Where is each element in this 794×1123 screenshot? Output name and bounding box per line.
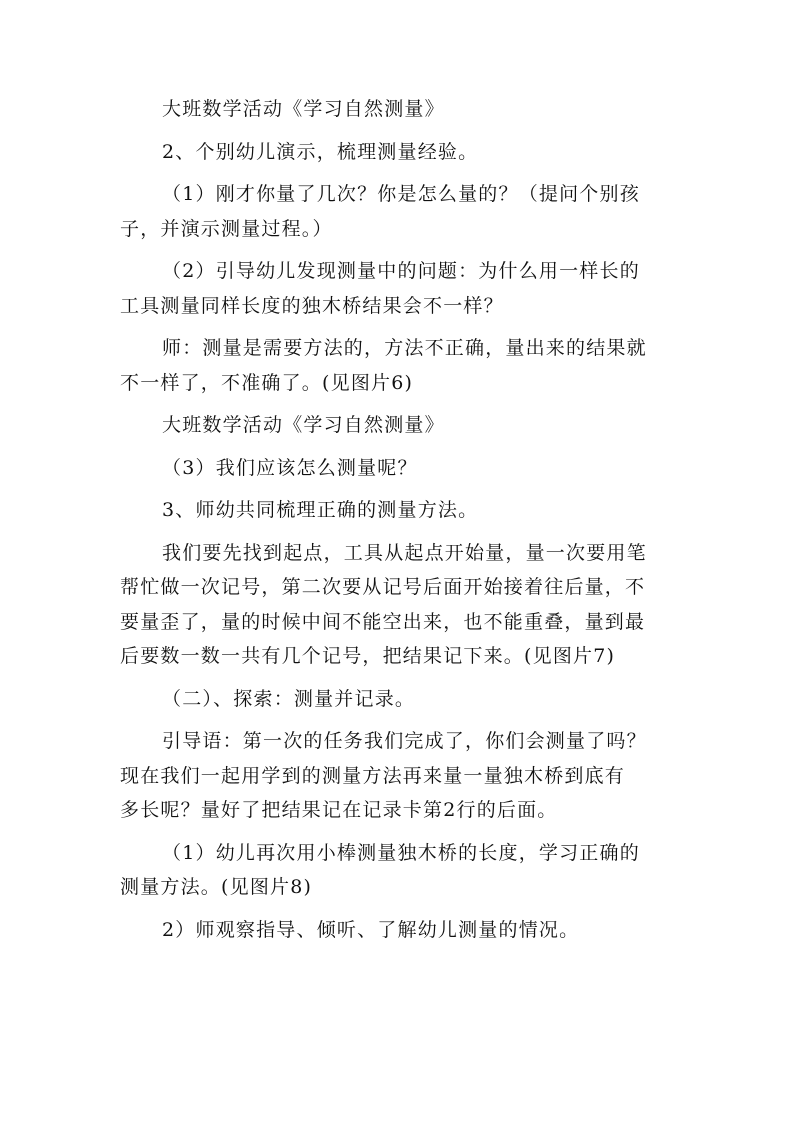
method-line-3: 要量歪了，量的时候中间不能空出来，也不能重叠，量到最 [120,610,646,633]
question-1-line-2: 子，并演示测量过程。） [120,217,333,240]
question-1-line-1: （1）刚才你量了几次？你是怎么量的？（提问个别孩 [162,183,640,205]
question-2-line-2: 工具测量同样长度的独木桥结果会不一样？ [120,294,504,317]
question-3: （3）我们应该怎么测量呢？ [162,456,418,479]
section-heading: 大班数学活动《学习自然测量》 [162,98,445,120]
question-2-line-1: （2）引导幼儿发现测量中的问题：为什么用一样长的 [162,260,640,282]
activity-2-line: 2）师观察指导、倾听、了解幼儿测量的情况。 [162,918,580,941]
activity-1-line-2: 测量方法。(见图片8) [120,876,313,898]
step-3-heading: 3、师幼共同梳理正确的测量方法。 [162,499,479,521]
explore-heading: （二）、探索：测量并记录。 [162,687,416,710]
method-line-4: 后要数一数一共有几个记号，把结果记下来。(见图片7) [120,645,616,667]
teacher-note-line-1: 师：测量是需要方法的，方法不正确，量出来的结果就 [162,337,647,359]
method-line-1: 我们要先找到起点，工具从起点开始量，量一次要用笔 [162,541,647,564]
activity-1-line-1: （1）幼儿再次用小棒测量独木桥的长度，学习正确的 [162,841,640,864]
document-body [120,92,680,947]
method-line-2: 帮忙做一次记号，第二次要从记号后面开始接着往后量，不 [120,576,646,598]
guide-line-3: 多长呢？量好了把结果记在记录卡第2行的后面。 [120,799,558,821]
guide-line-2: 现在我们一起用学到的测量方法再来量一量独木桥到底有 [120,764,626,787]
teacher-note-line-2: 不一样了，不准确了。(见图片6) [120,371,414,394]
step-2-heading: 2、个别幼儿演示，梳理测量经验。 [162,140,479,163]
section-heading-repeat: 大班数学活动《学习自然测量》 [162,414,445,436]
guide-line-1: 引导语：第一次的任务我们完成了，你们会测量了吗？ [162,730,647,752]
